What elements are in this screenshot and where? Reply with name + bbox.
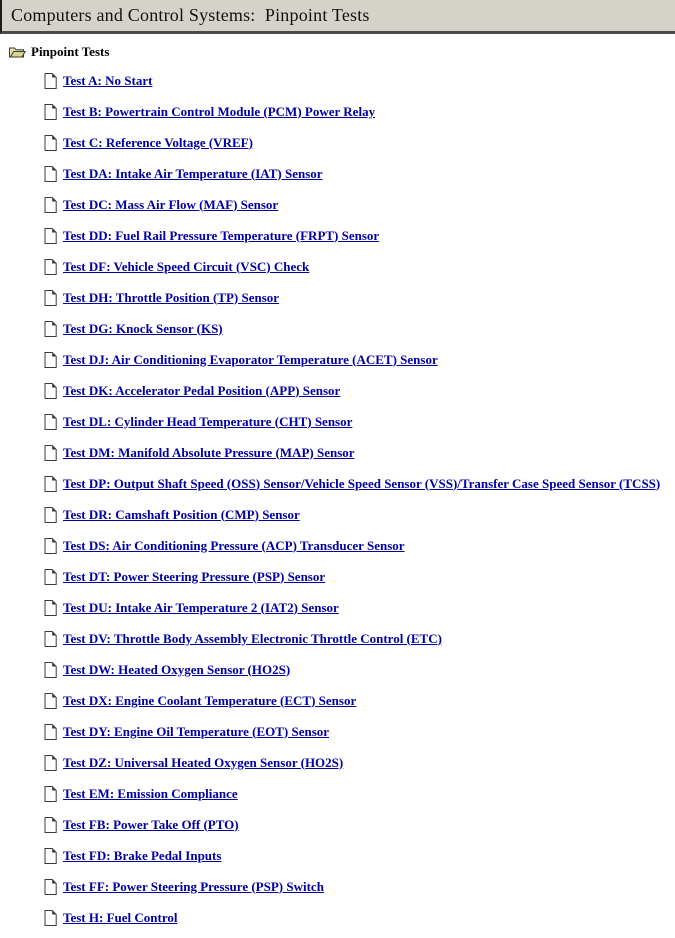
test-link[interactable]: Test DR: Camshaft Position (CMP) Sensor [63,506,300,522]
document-icon [44,631,57,647]
test-link[interactable]: Test EM: Emission Compliance [63,785,238,801]
test-link[interactable]: Test DL: Cylinder Head Temperature (CHT) Sensor [63,413,353,429]
test-link[interactable]: Test DK: Accelerator Pedal Position (APP) Sensor [63,382,341,398]
list-item [0,127,675,158]
test-link[interactable]: Test DS: Air Conditioning Pressure (ACP) Transducer Sensor [63,537,405,553]
document-icon [44,73,57,89]
test-link[interactable]: Test FB: Power Take Off (PTO) [63,816,239,832]
tree-root[interactable] [8,43,675,61]
document-icon [44,259,57,275]
document-icon [44,817,57,833]
test-link[interactable]: Test DP: Output Shaft Speed (OSS) Sensor/Vehicle Speed Sensor (VSS)/Transfer Case Speed Sensor (TCSS) [63,475,661,491]
test-link[interactable]: Test DT: Power Steering Pressure (PSP) Sensor [63,568,326,584]
list-item [0,189,675,220]
content-area [0,34,675,933]
list-item [0,96,675,127]
test-link[interactable]: Test DF: Vehicle Speed Circuit (VSC) Check [63,258,310,274]
list-item [0,592,675,623]
test-link[interactable]: Test DJ: Air Conditioning Evaporator Temperature (ACET) Sensor [63,351,438,367]
document-icon [44,693,57,709]
document-icon [44,538,57,554]
document-icon [44,507,57,523]
list-item [0,220,675,251]
test-link[interactable]: Test DX: Engine Coolant Temperature (ECT) Sensor [63,692,357,708]
open-folder-icon [8,45,26,59]
list-item [0,716,675,747]
test-link[interactable]: Test FD: Brake Pedal Inputs [63,847,222,863]
list-item [0,530,675,561]
test-link[interactable]: Test C: Reference Voltage (VREF) [63,134,253,150]
test-link[interactable]: Test DA: Intake Air Temperature (IAT) Sensor [63,165,323,181]
document-icon [44,352,57,368]
pinpoint-test-list [0,65,675,933]
document-icon [44,197,57,213]
list-item [0,158,675,189]
document-icon [44,724,57,740]
list-item [0,654,675,685]
test-link[interactable]: Test DD: Fuel Rail Pressure Temperature (FRPT) Sensor [63,227,380,243]
document-icon [44,104,57,120]
document-icon [44,786,57,802]
page-header [0,0,675,34]
document-icon [44,228,57,244]
test-link[interactable]: Test H: Fuel Control [63,909,178,925]
document-icon [44,910,57,926]
document-icon [44,848,57,864]
test-link[interactable]: Test FF: Power Steering Pressure (PSP) Switch [63,878,324,894]
test-link[interactable]: Test DZ: Universal Heated Oxygen Sensor (HO2S) [63,754,344,770]
test-link[interactable]: Test DG: Knock Sensor (KS) [63,320,223,336]
list-item [0,344,675,375]
document-icon [44,383,57,399]
document-icon [44,135,57,151]
list-item [0,902,675,933]
list-item [0,282,675,313]
test-link[interactable]: Test DU: Intake Air Temperature 2 (IAT2) Sensor [63,599,339,615]
test-link[interactable]: Test B: Powertrain Control Module (PCM) Power Relay [63,103,376,119]
list-item [0,499,675,530]
document-icon [44,879,57,895]
document-icon [44,569,57,585]
list-item [0,437,675,468]
tree-root-label: Pinpoint Tests [31,44,110,59]
document-icon [44,290,57,306]
page-title: Computers and Control Systems: Pinpoint Tests [11,5,370,25]
list-item [0,251,675,282]
document-icon [44,414,57,430]
list-item [0,65,675,96]
list-item [0,747,675,778]
document-icon [44,662,57,678]
document-icon [44,445,57,461]
list-item [0,871,675,902]
list-item [0,685,675,716]
list-item [0,406,675,437]
test-link[interactable]: Test A: No Start [63,72,153,88]
list-item [0,809,675,840]
list-item [0,468,675,499]
list-item [0,623,675,654]
document-icon [44,600,57,616]
list-item [0,840,675,871]
test-link[interactable]: Test DH: Throttle Position (TP) Sensor [63,289,280,305]
test-link[interactable]: Test DM: Manifold Absolute Pressure (MAP) Sensor [63,444,355,460]
document-icon [44,476,57,492]
list-item [0,561,675,592]
document-icon [44,755,57,771]
test-link[interactable]: Test DV: Throttle Body Assembly Electronic Throttle Control (ETC) [63,630,442,646]
document-icon [44,166,57,182]
list-item [0,313,675,344]
test-link[interactable]: Test DC: Mass Air Flow (MAF) Sensor [63,196,279,212]
document-icon [44,321,57,337]
test-link[interactable]: Test DW: Heated Oxygen Sensor (HO2S) [63,661,291,677]
list-item [0,778,675,809]
test-link[interactable]: Test DY: Engine Oil Temperature (EOT) Sensor [63,723,330,739]
list-item [0,375,675,406]
